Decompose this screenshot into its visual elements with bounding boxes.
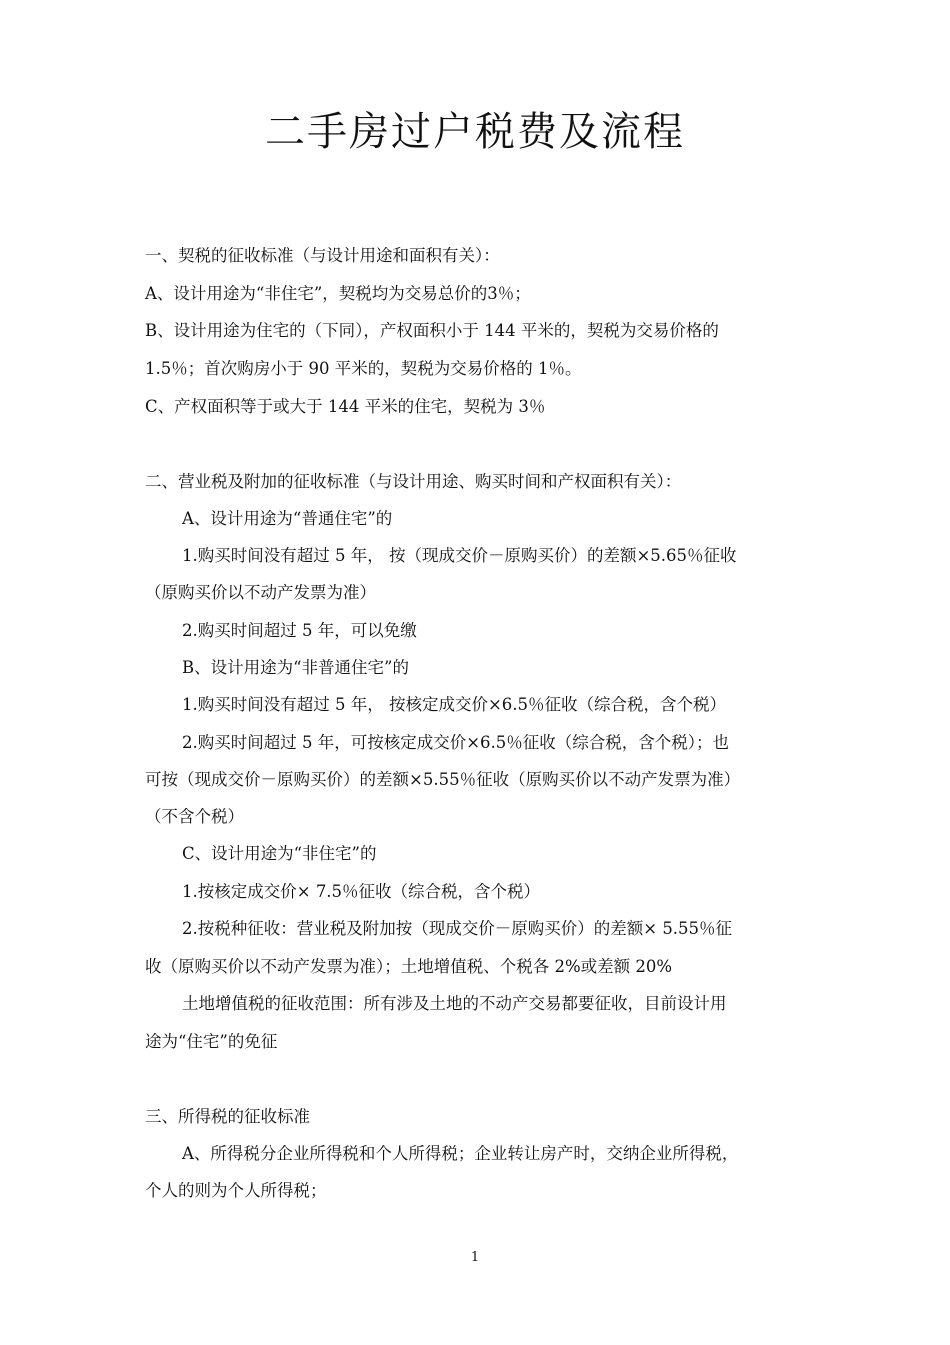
paragraph-line: 1.购买时间没有超过 5 年， 按（现成交价－原购买价）的差额×5.65％征收: [182, 546, 737, 565]
section-1-heading: 一、契税的征收标准（与设计用途和面积有关）：: [145, 246, 500, 265]
paragraph-line: B、设计用途为“非普通住宅”的: [182, 658, 409, 677]
paragraph-line: 途为“住宅”的免征: [145, 1032, 278, 1051]
paragraph-line: 2.购买时间超过 5 年，可按核定成交价×6.5％征收（综合税，含个税）；也: [182, 733, 730, 752]
section-2-heading: 二、营业税及附加的征收标准（与设计用途、购买时间和产权面积有关）：: [145, 472, 682, 491]
paragraph-line: A、所得税分企业所得税和个人所得税；企业转让房产时，交纳企业所得税，: [182, 1144, 739, 1163]
paragraph-line: 个人的则为个人所得税；: [145, 1181, 327, 1200]
section-3-heading: 三、所得税的征收标准: [145, 1107, 310, 1126]
paragraph-line: 可按（现成交价－原购买价）的差额×5.55％征收（原购买价以不动产发票为准）: [145, 770, 741, 789]
page-number: 1: [470, 1250, 480, 1265]
paragraph-line: 1.购买时间没有超过 5 年， 按核定成交价×6.5％征收（综合税，含个税）: [182, 695, 727, 714]
document-title: 二手房过户税费及流程: [265, 109, 685, 155]
paragraph-line: C、设计用途为“非住宅”的: [182, 844, 377, 863]
paragraph-line: B、设计用途为住宅的（下同），产权面积小于 144 平米的，契税为交易价格的: [145, 321, 719, 340]
paragraph-line: A、设计用途为“非住宅”，契税均为交易总价的3％；: [145, 284, 531, 303]
paragraph-line: 1.5％；首次购房小于 90 平米的，契税为交易价格的 1％。: [145, 359, 582, 378]
paragraph-line: 2.购买时间超过 5 年，可以免缴: [182, 621, 417, 640]
paragraph-line: 1.按核定成交价× 7.5％征收（综合税，含个税）: [182, 882, 541, 901]
paragraph-line: C、产权面积等于或大于 144 平米的住宅，契税为 3％: [145, 397, 546, 416]
paragraph-line: （不含个税）: [145, 807, 244, 826]
paragraph-line: 收（原购买价以不动产发票为准）；土地增值税、个税各 2%或差额 20%: [145, 957, 673, 976]
paragraph-line: 土地增值税的征收范围：所有涉及土地的不动产交易都要征收，目前设计用: [182, 994, 727, 1013]
paragraph-line: A、设计用途为“普通住宅”的: [182, 509, 393, 528]
paragraph-line: 2.按税种征收：营业税及附加按（现成交价－原购买价）的差额× 5.55％征: [182, 919, 733, 938]
paragraph-line: （原购买价以不动产发票为准）: [145, 583, 376, 602]
